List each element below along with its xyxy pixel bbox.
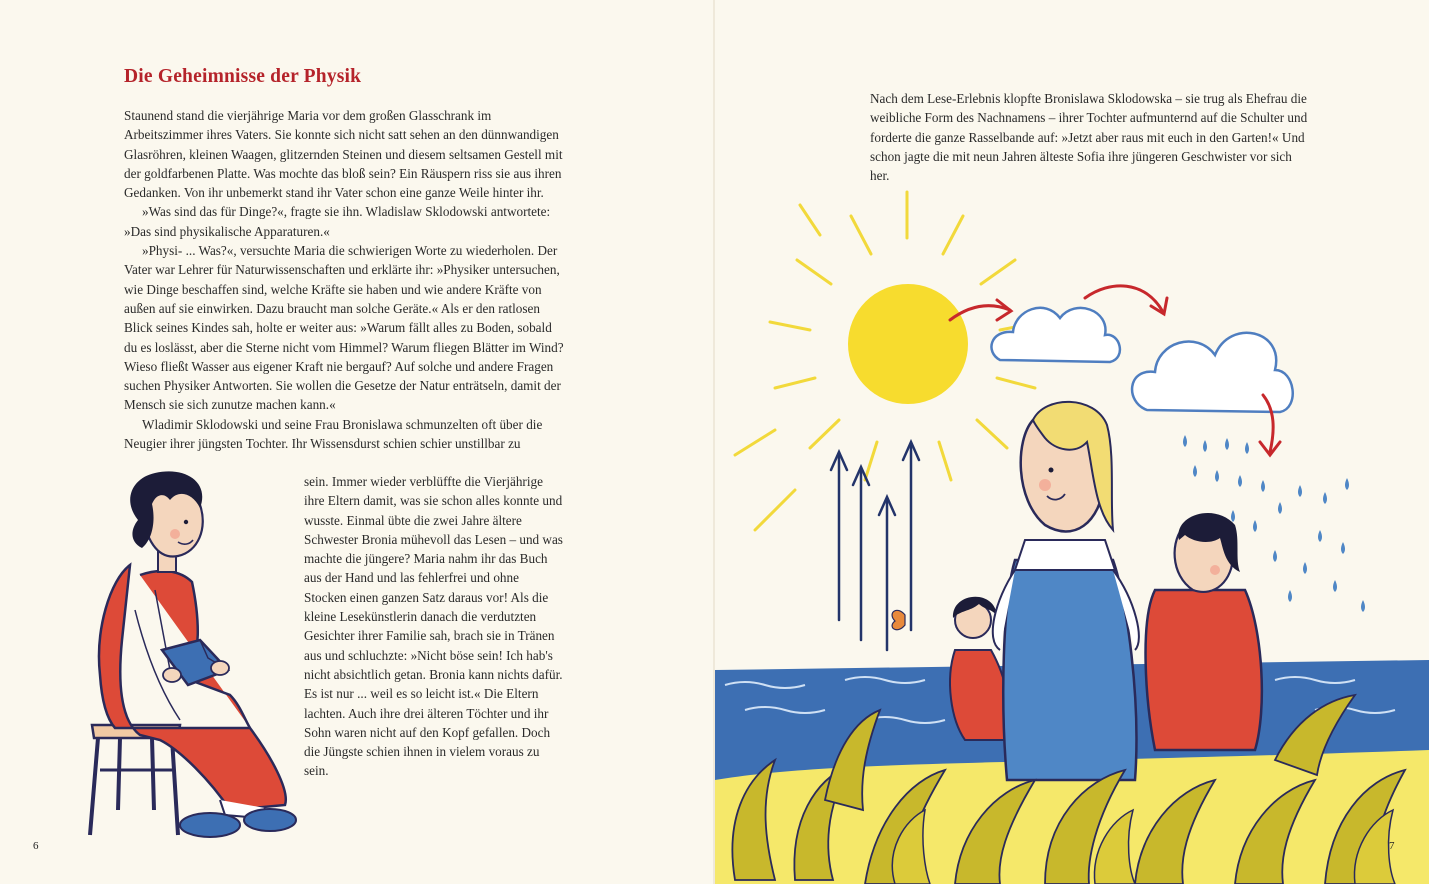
children-garden-water-cycle-icon [715,180,1429,884]
left-wrap-column [304,472,564,781]
paragraph-4: Wladimir Sklodowski und seine Frau Bronislawa schmunzelten oft über die Neugier ihrer jüngsten Tochter. Ihr Wissensdurst schien schier unstillbar zu [124,416,543,452]
girl-reading-icon [60,470,300,850]
right-page [715,0,1429,884]
left-text-column [124,106,564,453]
paragraph-1: Staunend stand die vierjährige Maria vor dem großen Glasschrank im Arbeitszimmer ihres Vaters. Sie konnte sich nicht satt sehen an den dünnwandigen Glasröhren, kleinen Waagen, glitzernden Steinen und diesem seltsamen Gestell mit der goldfarbenen Platte. Was mochte das bloß sein? Ein Räuspern riss sie aus ihren Gedanken. Von ihr unbemerkt stand ihr Vater schon eine ganze Weile hinter ihr. [124,108,563,201]
paragraph-3: »Physi- ... Was?«, versuchte Maria die schwierigen Worte zu wiederholen. Der Vater war Lehrer für Naturwissenschaften und erklärte ihr: »Physiker untersuchen, wie Dinge beschaffen sind, welche Kräfte sie haben und wie andere Kräfte von außen auf sie einwirken. Dazu braucht man solche Geräte.« Als er den ratlosen Blick seines Kindes sah, holte er weiter aus: »Warum fällt alles zu Boden, sobald du es loslässt, aber die Sterne nicht vom Himmel? Warum fliegen Blätter im Wind? Wieso fließt Wasser aus eigener Kraft nie bergauf? Auf solche und andere Fragen suchen Physiker Antworten. Sie wollen die Gesetze der Natur enträtseln, damit der Mensch sie sich zunutze machen kann.« [124,243,564,413]
right-text-column [870,89,1310,185]
page-number-left: 6 [33,840,39,852]
right-paragraph: Nach dem Lese-Erlebnis klopfte Bronislawa Sklodowska – sie trug als Ehefrau die weibliche Form des Nachnamens – ihrer Tochter aufmunternd auf die Schulter und forderte die ganze Rasselbande auf: »Jetzt aber raus mit euch in den Garten!« Und schon jagte die mit neun Jahren älteste Sofia ihre jüngeren Geschwister vor sich her. [870,91,1308,184]
paragraph-4-continued: sein. Immer wieder verblüffte die Vierjährige ihre Eltern damit, was sie schon alles konnte und wusste. Einmal übte die zwei Jahre ältere Schwester Bronia mühevoll das Lesen – und was machte die jüngere? Maria nahm ihr das Buch aus der Hand und las fehlerfrei und ohne Stocken einen ganzen Satz daraus vor! Als die kleine Lesekünstlerin danach die verdutzten Gesichter ihrer Familie sah, brach sie in Tränen aus und schluchzte: »Nicht böse sein! Ich hab's nicht absichtlich getan. Bronia kann nichts dafür. Es ist nur ... weil es so leicht ist.« Die Eltern lachten. Auch ihre drei älteren Töchter und ihr Sohn waren nicht auf den Kopf gefallen. Doch die Jüngste schien ihnen in vielem voraus zu sein. [304,474,563,779]
left-page [0,0,714,884]
paragraph-2: »Was sind das für Dinge?«, fragte sie ihn. Wladislaw Sklodowski antwortete: »Das sind physikalische Apparaturen.« [124,204,551,239]
chapter-heading: Die Geheimnisse der Physik [124,66,362,87]
page-number-right: 7 [1389,840,1395,852]
